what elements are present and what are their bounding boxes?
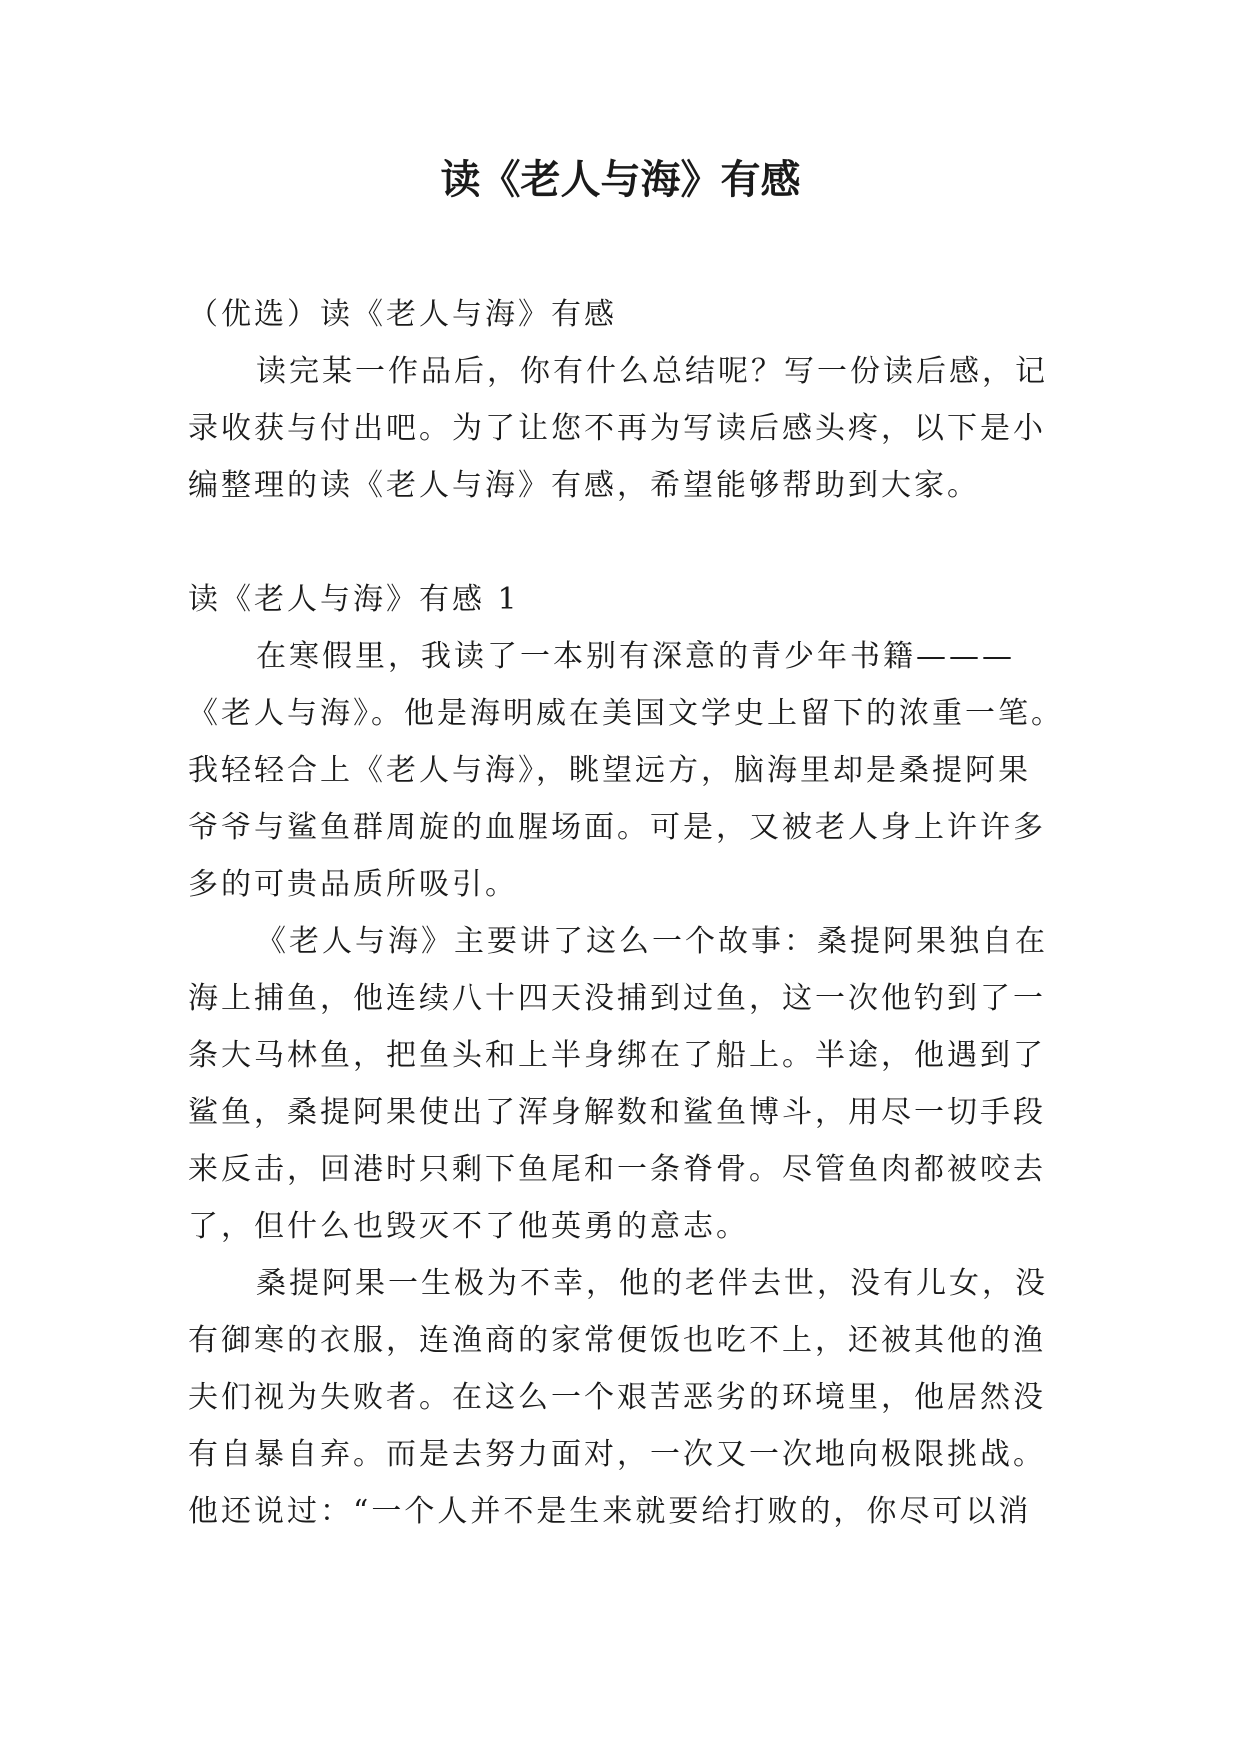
paragraph-line: 海上捕鱼，他连续八十四天没捕到过鱼，这一次他钓到了一 [188,981,1046,1016]
paragraph-line: 有自暴自弃。而是去努力面对，一次又一次地向极限挑战。 [188,1437,1046,1472]
document-title: 读《老人与海》有感 [440,156,801,203]
paragraph-line: 桑提阿果一生极为不幸，他的老伴去世，没有儿女，没 [256,1266,1048,1301]
paragraph-line: 我轻轻合上《老人与海》，眺望远方，脑海里却是桑提阿果 [188,753,1031,788]
section-heading: 读《老人与海》有感 1 [188,582,520,617]
paragraph-line: 他还说过：“一个人并不是生来就要给打败的，你尽可以消 [188,1494,1032,1529]
paragraph-line: 条大马林鱼，把鱼头和上半身绑在了船上。半途，他遇到了 [188,1038,1046,1073]
paragraph-line: 有御寒的衣服，连渔商的家常便饭也吃不上，还被其他的渔 [188,1323,1046,1358]
intro-line: 编整理的读《老人与海》有感，希望能够帮助到大家。 [188,468,980,503]
paragraph-line: 了，但什么也毁灭不了他英勇的意志。 [188,1209,749,1244]
paragraph-line: 《老人与海》主要讲了这么一个故事：桑提阿果独自在 [256,924,1048,959]
paragraph-line: 多的可贵品质所吸引。 [188,867,518,902]
paragraph-line: 鲨鱼，桑提阿果使出了浑身解数和鲨鱼博斗，用尽一切手段 [188,1095,1046,1130]
paragraph-line: 《老人与海》。他是海明威在美国文学史上留下的浓重一笔。 [188,696,1064,731]
intro-line: 读完某一作品后，你有什么总结呢？写一份读后感，记 [256,354,1048,389]
paragraph-line: 爷爷与鲨鱼群周旋的血腥场面。可是，又被老人身上许许多 [188,810,1046,845]
paragraph-line: 来反击，回港时只剩下鱼尾和一条脊骨。尽管鱼肉都被咬去 [188,1152,1046,1187]
document-subtitle: （优选）读《老人与海》有感 [188,297,617,332]
document-body [188,286,1064,1540]
paragraph-gap [188,514,1058,571]
intro-line: 录收获与付出吧。为了让您不再为写读后感头疼，以下是小 [188,411,1046,446]
paragraph-line: 夫们视为失败者。在这么一个艰苦恶劣的环境里，他居然没 [188,1380,1046,1415]
paragraph-line: 在寒假里，我读了一本别有深意的青少年书籍——— [256,639,1015,674]
